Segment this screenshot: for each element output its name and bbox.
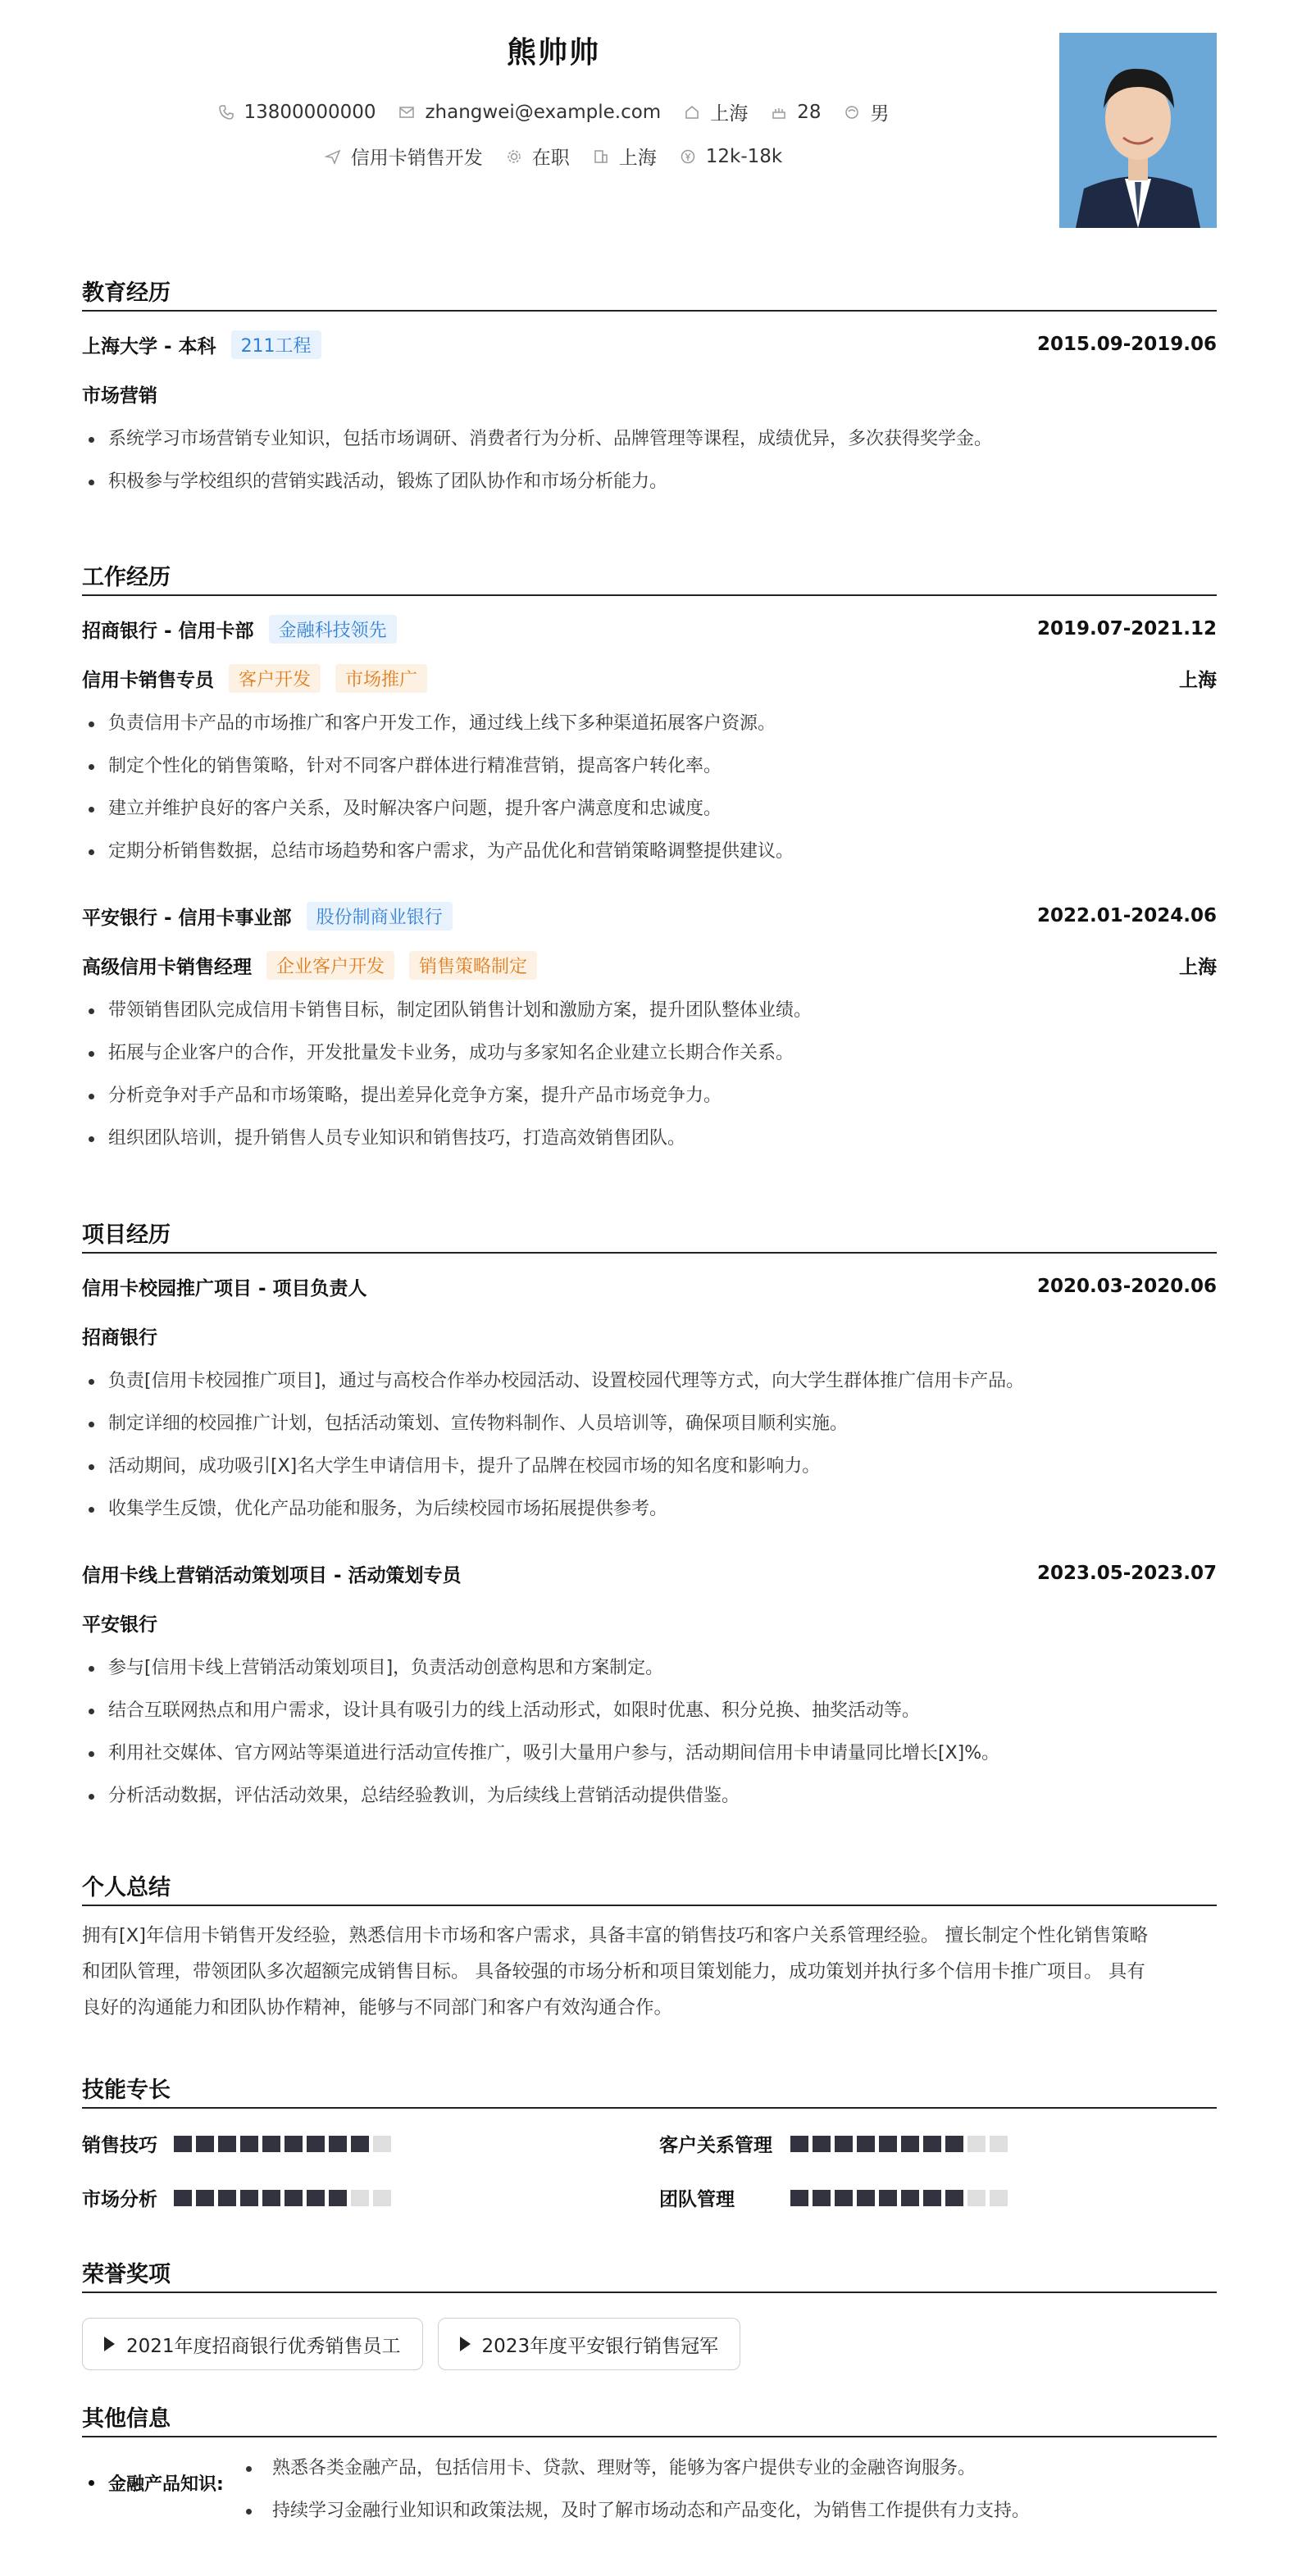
skill-level-segment <box>835 2136 853 2152</box>
other-section <box>82 2403 1217 2546</box>
skill-level-segment <box>307 2136 325 2152</box>
list-item: 积极参与学校组织的营销实践活动，锻炼了团队协作和市场分析能力。 <box>82 461 1217 503</box>
job-period: 2019.07-2021.12 <box>1036 618 1217 639</box>
list-item: 收集学生反馈，优化产品功能和服务，为后续校园市场拓展提供参考。 <box>82 1488 1217 1531</box>
email-info <box>398 102 661 123</box>
status-info <box>506 143 570 170</box>
list-item: 定期分析销售数据，总结市场趋势和客户需求，为产品优化和营销策略调整提供建议。 <box>82 831 1217 873</box>
role-tag: 企业客户开发 <box>266 951 394 980</box>
gear-icon <box>506 148 522 165</box>
age-info <box>771 102 821 123</box>
skill-level-segment <box>790 2136 808 2152</box>
skill-level-segment <box>285 2136 303 2152</box>
profile-photo <box>1059 33 1217 228</box>
phone-text: 13800000000 <box>244 101 376 123</box>
skill-item <box>82 2130 391 2157</box>
job-target-info <box>325 143 483 170</box>
status-text: 在职 <box>531 148 570 169</box>
skill-item <box>82 2184 391 2211</box>
job-city: 上海 <box>1179 669 1217 691</box>
email-text: zhangwei@example.com <box>425 101 662 123</box>
phone-info <box>218 102 376 123</box>
skill-item <box>659 2184 1008 2211</box>
project-bullets <box>82 1360 1217 1531</box>
job-role-row <box>82 653 1217 703</box>
skills-section <box>82 2074 1217 2232</box>
contact-row-primary <box>82 98 1025 125</box>
skill-label: 市场分析 <box>82 2189 157 2210</box>
job-period: 2022.01-2024.06 <box>1036 905 1217 926</box>
project-org: 平安银行 <box>82 1613 157 1636</box>
skill-level-segment <box>196 2136 214 2152</box>
list-item: 带领销售团队完成信用卡销售目标，制定团队销售计划和激励方案，提升团队整体业绩。 <box>82 990 1217 1032</box>
phone-icon <box>218 104 234 121</box>
skill-level-bar <box>174 2136 391 2152</box>
skill-item <box>659 2130 1008 2157</box>
location-text: 上海 <box>710 103 749 125</box>
mail-icon <box>398 104 415 121</box>
skill-level-segment <box>967 2136 986 2152</box>
play-icon <box>104 2337 115 2351</box>
skill-label: 销售技巧 <box>82 2135 157 2156</box>
awards-section <box>82 2259 1217 2370</box>
job-role: 信用卡销售专员 <box>82 669 214 691</box>
skill-level-segment <box>835 2190 853 2206</box>
skill-level-segment <box>857 2190 875 2206</box>
other-label: 金融产品知识: <box>82 2470 224 2496</box>
project-header <box>82 1549 1217 1598</box>
award-label: 2023年度平安银行销售冠军 <box>481 2335 719 2357</box>
awards-list <box>82 2293 1217 2370</box>
skill-level-segment <box>351 2136 369 2152</box>
gender-icon <box>844 104 860 121</box>
other-title: 其他信息 <box>82 2403 1217 2437</box>
list-item: 分析活动数据，评估活动效果，总结经验教训，为后续线上营销活动提供借鉴。 <box>82 1775 1217 1818</box>
coin-icon <box>680 148 696 165</box>
list-item: 利用社交媒体、官方网站等渠道进行活动宣传推广，吸引大量用户参与，活动期间信用卡申请量同比增长[X]%。 <box>82 1732 1217 1775</box>
skill-level-segment <box>901 2136 919 2152</box>
project-period: 2020.03-2020.06 <box>1036 1276 1217 1297</box>
age-text: 28 <box>797 101 822 123</box>
award-chip <box>438 2318 741 2370</box>
project-org: 招商银行 <box>82 1327 157 1349</box>
list-item: 制定个性化的销售策略，针对不同客户群体进行精准营销，提高客户转化率。 <box>82 745 1217 788</box>
summary-line: 拥有[X]年信用卡销售开发经验，熟悉信用卡市场和客户需求，具备丰富的销售技巧和客户关系管理经验。 擅长制定个性化销售策略 <box>82 1925 1149 1946</box>
skill-level-segment <box>329 2136 347 2152</box>
candidate-name: 熊帅帅 <box>506 36 600 70</box>
play-icon <box>460 2337 471 2351</box>
list-item: 活动期间，成功吸引[X]名大学生申请信用卡，提升了品牌在校园市场的知名度和影响力。 <box>82 1445 1217 1488</box>
work-section <box>82 562 1217 1160</box>
send-icon <box>325 148 341 165</box>
list-item: 分析竞争对手产品和市场策略，提出差异化竞争方案，提升产品市场竞争力。 <box>82 1075 1217 1117</box>
list-item: 建立并维护良好的客户关系，及时解决客户问题，提升客户满意度和忠诚度。 <box>82 788 1217 831</box>
list-item: 系统学习市场营销专业知识，包括市场调研、消费者行为分析、品牌管理等课程，成绩优异，多次获得奖学金。 <box>82 418 1217 461</box>
project-header <box>82 1262 1217 1311</box>
list-item: 拓展与企业客户的合作，开发批量发卡业务，成功与多家知名企业建立长期合作关系。 <box>82 1032 1217 1075</box>
list-item: 制定详细的校园推广计划，包括活动策划、宣传物料制作、人员培训等，确保项目顺利实施。 <box>82 1403 1217 1445</box>
skill-level-segment <box>967 2190 986 2206</box>
company-tag: 金融科技领先 <box>269 615 397 644</box>
project-org-row <box>82 1311 1217 1360</box>
skill-level-segment <box>923 2190 941 2206</box>
job-header <box>82 604 1217 653</box>
salary-info <box>680 146 782 167</box>
summary-title: 个人总结 <box>82 1872 1217 1906</box>
company-tag: 股份制商业银行 <box>307 902 453 931</box>
education-major-row <box>82 369 1217 418</box>
home-icon <box>684 104 700 121</box>
project-period: 2023.05-2023.07 <box>1036 1563 1217 1584</box>
awards-title: 荣誉奖项 <box>82 2259 1217 2293</box>
gender-text: 男 <box>870 103 890 125</box>
location-info <box>684 98 748 125</box>
skills-grid <box>82 2109 1217 2232</box>
summary-text <box>82 1906 1217 2026</box>
list-item: 持续学习金融行业知识和政策法规，及时了解市场动态和产品变化，为销售工作提供有力支持。 <box>246 2490 1030 2533</box>
skill-level-segment <box>196 2190 214 2206</box>
list-item: 熟悉各类金融产品，包括信用卡、贷款、理财等，能够为客户提供专业的金融咨询服务。 <box>246 2447 1030 2490</box>
skill-level-segment <box>373 2190 391 2206</box>
skill-level-segment <box>285 2190 303 2206</box>
skill-level-segment <box>262 2136 280 2152</box>
job-bullets <box>82 703 1217 873</box>
skill-level-segment <box>813 2190 831 2206</box>
skill-level-segment <box>901 2190 919 2206</box>
other-bullets <box>246 2447 1030 2533</box>
job-role: 高级信用卡销售经理 <box>82 956 252 978</box>
target-city-text: 上海 <box>618 148 657 169</box>
skills-title: 技能专长 <box>82 2074 1217 2109</box>
skill-level-segment <box>218 2136 236 2152</box>
job-target-text: 信用卡销售开发 <box>350 148 483 169</box>
summary-section <box>82 1872 1217 2026</box>
skill-level-segment <box>240 2136 258 2152</box>
building-icon <box>593 148 609 165</box>
award-chip <box>82 2318 423 2370</box>
list-item: 结合互联网热点和用户需求，设计具有吸引力的线上活动形式，如限时优惠、积分兑换、抽奖活动等。 <box>82 1690 1217 1732</box>
project-org-row <box>82 1598 1217 1647</box>
gender-info <box>844 98 889 125</box>
skill-level-segment <box>857 2136 875 2152</box>
salary-text: 12k-18k <box>705 145 783 167</box>
role-tag: 市场推广 <box>335 664 427 693</box>
skill-level-bar <box>174 2190 391 2206</box>
job-bullets <box>82 990 1217 1160</box>
skill-level-segment <box>879 2136 897 2152</box>
skill-level-segment <box>923 2136 941 2152</box>
summary-line: 和团队管理，带领团队多次超额完成销售目标。 具备较强的市场分析和项目策划能力，成功策划并执行多个信用卡推广项目。 具有 <box>82 1961 1145 1982</box>
other-content <box>82 2447 1217 2546</box>
skill-level-segment <box>945 2136 963 2152</box>
school-name: 上海大学 - 本科 <box>82 335 216 357</box>
skill-level-segment <box>813 2136 831 2152</box>
skill-level-segment <box>990 2190 1008 2206</box>
education-header <box>82 320 1217 369</box>
skill-level-segment <box>945 2190 963 2206</box>
list-item: 组织团队培训，提升销售人员专业知识和销售技巧，打造高效销售团队。 <box>82 1117 1217 1160</box>
education-section <box>82 277 1217 503</box>
cake-icon <box>771 104 787 121</box>
skill-label: 团队管理 <box>659 2189 735 2210</box>
skill-level-segment <box>174 2190 192 2206</box>
skill-level-segment <box>174 2136 192 2152</box>
project-bullets <box>82 1647 1217 1818</box>
role-tag: 销售策略制定 <box>409 951 537 980</box>
job-city: 上海 <box>1179 956 1217 978</box>
skill-level-segment <box>351 2190 369 2206</box>
job-role-row <box>82 940 1217 990</box>
skill-level-segment <box>990 2136 1008 2152</box>
contact-row-secondary <box>82 143 1025 170</box>
skill-level-bar <box>790 2136 1008 2152</box>
summary-line: 良好的沟通能力和团队协作精神，能够与不同部门和客户有效沟通合作。 <box>82 1997 673 2018</box>
skill-level-segment <box>262 2190 280 2206</box>
job-header <box>82 891 1217 940</box>
education-period: 2015.09-2019.06 <box>1036 334 1217 355</box>
skill-label: 客户关系管理 <box>659 2135 772 2156</box>
role-tag: 客户开发 <box>229 664 321 693</box>
projects-section <box>82 1219 1217 1818</box>
company-name: 招商银行 - 信用卡部 <box>82 620 254 642</box>
project-name: 信用卡线上营销活动策划项目 - 活动策划专员 <box>82 1564 462 1586</box>
skill-level-segment <box>218 2190 236 2206</box>
list-item: 负责信用卡产品的市场推广和客户开发工作，通过线上线下多种渠道拓展客户资源。 <box>82 703 1217 745</box>
company-name: 平安银行 - 信用卡事业部 <box>82 907 292 929</box>
skill-level-segment <box>373 2136 391 2152</box>
skill-level-segment <box>790 2190 808 2206</box>
education-bullets <box>82 418 1217 503</box>
work-title: 工作经历 <box>82 562 1217 596</box>
school-tag: 211工程 <box>231 330 321 359</box>
target-city-info <box>593 143 657 170</box>
skill-level-segment <box>240 2190 258 2206</box>
project-name: 信用卡校园推广项目 - 项目负责人 <box>82 1277 367 1299</box>
list-item: 负责[信用卡校园推广项目]，通过与高校合作举办校园活动、设置校园代理等方式，向大学生群体推广信用卡产品。 <box>82 1360 1217 1403</box>
skill-level-segment <box>879 2190 897 2206</box>
skill-level-segment <box>307 2190 325 2206</box>
projects-title: 项目经历 <box>82 1219 1217 1254</box>
skill-level-bar <box>790 2190 1008 2206</box>
major-name: 市场营销 <box>82 385 157 407</box>
education-title: 教育经历 <box>82 277 1217 312</box>
list-item: 参与[信用卡线上营销活动策划项目]，负责活动创意构思和方案制定。 <box>82 1647 1217 1690</box>
award-label: 2021年度招商银行优秀销售员工 <box>126 2335 401 2357</box>
skill-level-segment <box>329 2190 347 2206</box>
